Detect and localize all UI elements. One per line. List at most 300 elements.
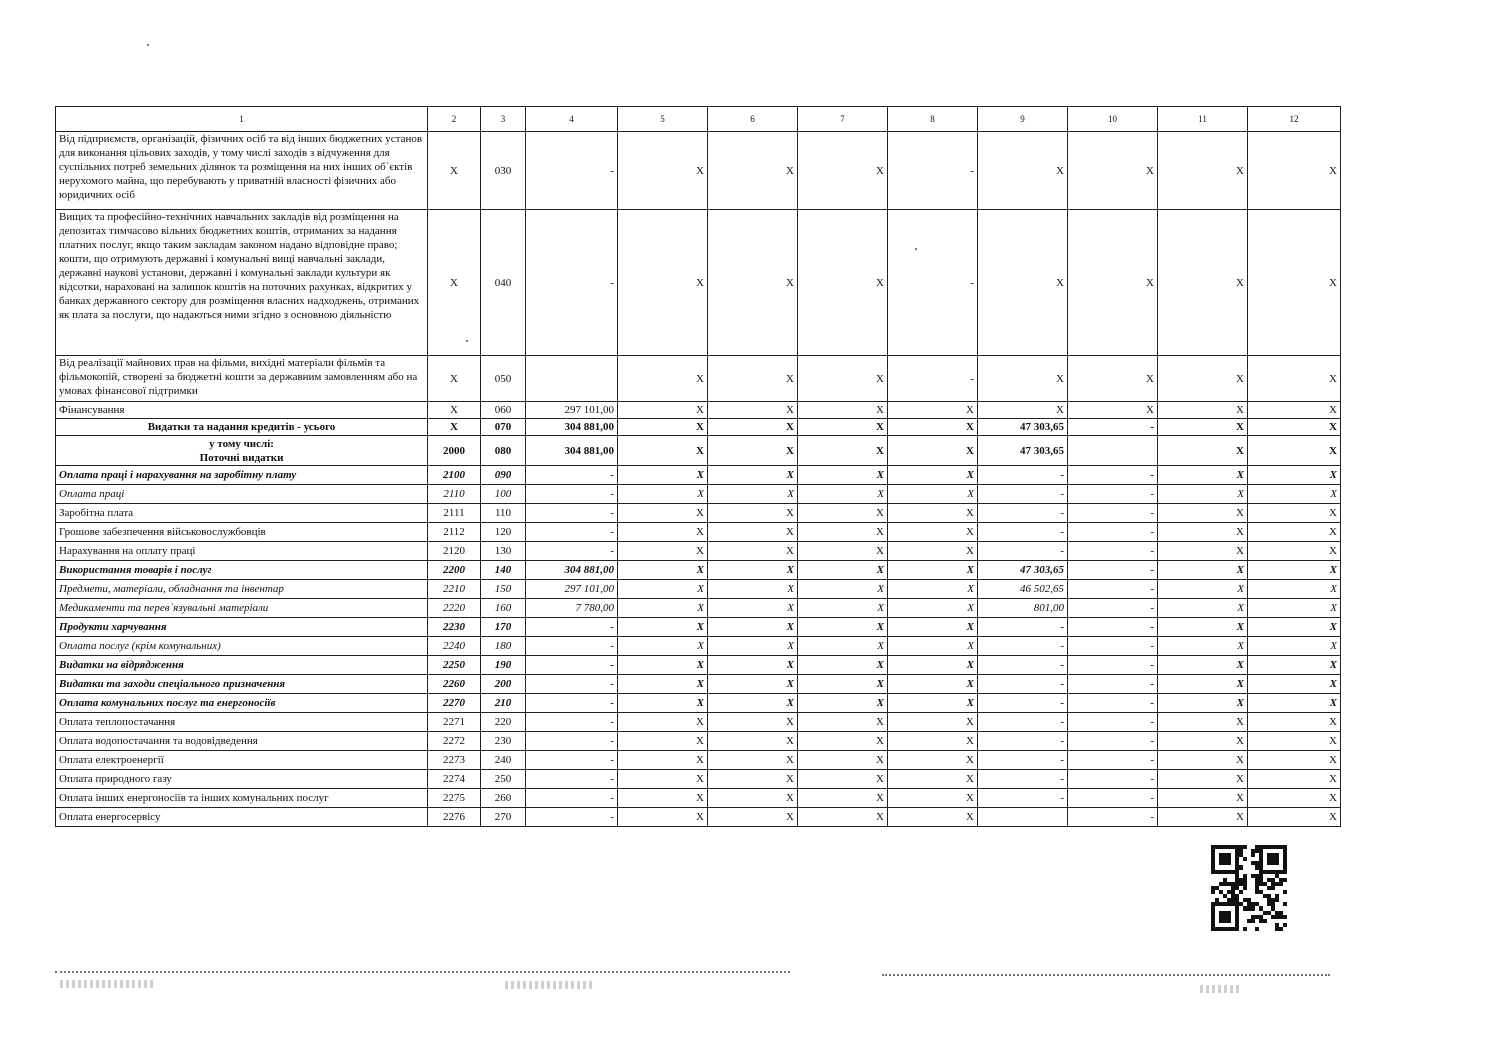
cell-col-7: X <box>798 542 888 561</box>
table-row <box>56 436 1341 466</box>
cell-col-3: 100 <box>481 485 526 504</box>
cell-col-4: - <box>526 675 618 694</box>
row-name-text: Використання товарів і послуг <box>59 564 212 576</box>
cell-col-12: X <box>1248 402 1341 419</box>
cell-col-3: 200 <box>481 675 526 694</box>
cell-col-2: 2230 <box>428 618 481 637</box>
cell-col-11: X <box>1158 732 1248 751</box>
row-name-cell <box>56 770 428 789</box>
cell-col-6: X <box>708 732 798 751</box>
cell-col-8: - <box>888 210 978 356</box>
row-name-text: Продукти харчування <box>59 621 167 633</box>
cell-col-5: X <box>618 599 708 618</box>
cell-col-5: X <box>618 694 708 713</box>
table-row <box>56 713 1341 732</box>
row-name-cell <box>56 751 428 770</box>
cell-col-4: - <box>526 466 618 485</box>
cell-col-9: - <box>978 770 1068 789</box>
cell-col-2: 2273 <box>428 751 481 770</box>
column-number: 10 <box>1068 107 1158 132</box>
cell-col-6: X <box>708 466 798 485</box>
cell-col-3: 140 <box>481 561 526 580</box>
cell-col-11: X <box>1158 808 1248 827</box>
cell-col-9: 47 303,65 <box>978 419 1068 436</box>
cell-col-4: 304 881,00 <box>526 419 618 436</box>
cell-col-8: X <box>888 656 978 675</box>
cell-col-7: X <box>798 808 888 827</box>
cell-col-9: - <box>978 656 1068 675</box>
cell-col-4: - <box>526 770 618 789</box>
cell-col-11: X <box>1158 523 1248 542</box>
cell-col-5: X <box>618 504 708 523</box>
cell-col-8: X <box>888 694 978 713</box>
cell-col-6: X <box>708 713 798 732</box>
cell-col-5: X <box>618 770 708 789</box>
cell-col-2: 2110 <box>428 485 481 504</box>
row-name-cell <box>56 419 428 436</box>
cell-col-12: X <box>1248 675 1341 694</box>
cell-col-9: - <box>978 637 1068 656</box>
cell-col-11: X <box>1158 210 1248 356</box>
cell-col-7: X <box>798 599 888 618</box>
column-number: 12 <box>1248 107 1341 132</box>
cell-col-12: X <box>1248 542 1341 561</box>
cell-col-11: X <box>1158 402 1248 419</box>
row-name-cell <box>56 210 428 356</box>
table-row <box>56 751 1341 770</box>
cell-col-5: X <box>618 485 708 504</box>
cell-col-2: 2000 <box>428 436 481 466</box>
faded-signature-mark <box>1200 985 1240 993</box>
cell-col-7: X <box>798 713 888 732</box>
cell-col-3: 190 <box>481 656 526 675</box>
cell-col-9: 46 502,65 <box>978 580 1068 599</box>
cell-col-12: X <box>1248 436 1341 466</box>
cell-col-8: X <box>888 561 978 580</box>
cell-col-6: X <box>708 419 798 436</box>
column-number: 2 <box>428 107 481 132</box>
row-name-text: Оплата енергосервісу <box>59 811 161 823</box>
cell-col-4: - <box>526 485 618 504</box>
cell-col-12: X <box>1248 770 1341 789</box>
cell-col-9: - <box>978 694 1068 713</box>
cell-col-6: X <box>708 523 798 542</box>
cell-col-2: 2270 <box>428 694 481 713</box>
cell-col-2: 2260 <box>428 675 481 694</box>
cell-col-11: X <box>1158 485 1248 504</box>
cell-col-11: X <box>1158 770 1248 789</box>
row-name-cell <box>56 675 428 694</box>
cell-col-5: X <box>618 419 708 436</box>
cell-col-6: X <box>708 789 798 808</box>
cell-col-11: X <box>1158 561 1248 580</box>
table-row <box>56 656 1341 675</box>
cell-col-8: - <box>888 356 978 402</box>
scan-speck <box>915 248 917 250</box>
row-name-cell <box>56 599 428 618</box>
cell-col-7: X <box>798 356 888 402</box>
cell-col-8: X <box>888 485 978 504</box>
cell-col-7: X <box>798 210 888 356</box>
row-name-cell <box>56 402 428 419</box>
cell-col-3: 240 <box>481 751 526 770</box>
cell-col-9 <box>978 808 1068 827</box>
row-name-cell <box>56 132 428 210</box>
cell-col-8: X <box>888 789 978 808</box>
cell-col-9: X <box>978 210 1068 356</box>
cell-col-2: 2220 <box>428 599 481 618</box>
row-name-cell <box>56 713 428 732</box>
cell-col-10: - <box>1068 751 1158 770</box>
cell-col-2: 2272 <box>428 732 481 751</box>
column-number: 7 <box>798 107 888 132</box>
cell-col-6: X <box>708 694 798 713</box>
cell-col-5: X <box>618 808 708 827</box>
cell-col-12: X <box>1248 561 1341 580</box>
row-name-text: Оплата праці <box>59 488 125 500</box>
cell-col-6: X <box>708 656 798 675</box>
cell-col-10: - <box>1068 580 1158 599</box>
row-name-text: Оплата теплопостачання <box>59 716 176 728</box>
cell-col-7: X <box>798 637 888 656</box>
signature-line-left <box>55 971 790 973</box>
cell-col-5: X <box>618 618 708 637</box>
cell-col-12: X <box>1248 618 1341 637</box>
cell-col-2: X <box>428 419 481 436</box>
row-name-cell <box>56 618 428 637</box>
row-name-cell <box>56 808 428 827</box>
cell-col-12: X <box>1248 466 1341 485</box>
cell-col-5: X <box>618 732 708 751</box>
cell-col-11: X <box>1158 504 1248 523</box>
column-number: 4 <box>526 107 618 132</box>
cell-col-9: - <box>978 466 1068 485</box>
cell-col-4: 7 780,00 <box>526 599 618 618</box>
cell-col-8: X <box>888 402 978 419</box>
cell-col-5: X <box>618 675 708 694</box>
cell-col-7: X <box>798 504 888 523</box>
cell-col-12: X <box>1248 637 1341 656</box>
row-name-cell <box>56 561 428 580</box>
cell-col-9: 47 303,65 <box>978 436 1068 466</box>
column-number: 11 <box>1158 107 1248 132</box>
row-name-cell <box>56 694 428 713</box>
cell-col-8: X <box>888 419 978 436</box>
row-name-text: Від підприємств, організацій, фізичних осіб та від інших бюджетних установ для виконання цільових заходів, у тому числі заходів з відчуження для суспільних потреб земельних ділянок та розміщення на них інших об`єктів нерухомого майна, що перебувають у приватній власності фізичних або юридичних осіб <box>59 133 423 201</box>
table-row <box>56 599 1341 618</box>
cell-col-12: X <box>1248 599 1341 618</box>
table-row <box>56 419 1341 436</box>
cell-col-4: - <box>526 808 618 827</box>
table-row <box>56 132 1341 210</box>
row-name-text: Заробітна плата <box>59 507 134 519</box>
cell-col-11: X <box>1158 675 1248 694</box>
row-name-text: Грошове забезпечення військовослужбовців <box>59 526 266 538</box>
cell-col-4: - <box>526 732 618 751</box>
cell-col-4: - <box>526 504 618 523</box>
cell-col-7: X <box>798 618 888 637</box>
cell-col-3: 180 <box>481 637 526 656</box>
table-row <box>56 732 1341 751</box>
cell-col-7: X <box>798 419 888 436</box>
cell-col-10: - <box>1068 599 1158 618</box>
cell-col-9: 47 303,65 <box>978 561 1068 580</box>
cell-col-10: - <box>1068 656 1158 675</box>
row-name-cell <box>56 466 428 485</box>
row-name-cell <box>56 523 428 542</box>
row-name-text: Видатки та надання кредитів - усього <box>147 421 336 433</box>
cell-col-5: X <box>618 402 708 419</box>
cell-col-5: X <box>618 789 708 808</box>
cell-col-2: 2200 <box>428 561 481 580</box>
cell-col-12: X <box>1248 485 1341 504</box>
cell-col-9: - <box>978 675 1068 694</box>
scan-speck <box>466 340 468 342</box>
column-number: 5 <box>618 107 708 132</box>
cell-col-7: X <box>798 732 888 751</box>
cell-col-3: 040 <box>481 210 526 356</box>
cell-col-3: 260 <box>481 789 526 808</box>
column-number: 9 <box>978 107 1068 132</box>
cell-col-6: X <box>708 808 798 827</box>
cell-col-3: 270 <box>481 808 526 827</box>
cell-col-3: 080 <box>481 436 526 466</box>
row-name-text: Оплата комунальних послуг та енергоносіїв <box>59 697 276 709</box>
cell-col-3: 210 <box>481 694 526 713</box>
cell-col-10: - <box>1068 523 1158 542</box>
cell-col-2: 2276 <box>428 808 481 827</box>
cell-col-9: - <box>978 485 1068 504</box>
cell-col-3: 120 <box>481 523 526 542</box>
qr-code <box>1211 845 1287 931</box>
cell-col-3: 230 <box>481 732 526 751</box>
cell-col-10: - <box>1068 542 1158 561</box>
table-row <box>56 580 1341 599</box>
cell-col-9: X <box>978 402 1068 419</box>
cell-col-9: 801,00 <box>978 599 1068 618</box>
cell-col-6: X <box>708 770 798 789</box>
column-number: 1 <box>56 107 428 132</box>
budget-report-table <box>55 106 1341 827</box>
cell-col-2: 2271 <box>428 713 481 732</box>
cell-col-8: X <box>888 599 978 618</box>
cell-col-4: - <box>526 713 618 732</box>
cell-col-6: X <box>708 561 798 580</box>
row-name-cell <box>56 637 428 656</box>
cell-col-6: X <box>708 751 798 770</box>
cell-col-10: - <box>1068 713 1158 732</box>
cell-col-3: 220 <box>481 713 526 732</box>
cell-col-10: - <box>1068 561 1158 580</box>
row-name-line: Поточні видатки <box>199 451 284 464</box>
table-row <box>56 210 1341 356</box>
cell-col-2: 2240 <box>428 637 481 656</box>
cell-col-10: - <box>1068 808 1158 827</box>
cell-col-10: - <box>1068 485 1158 504</box>
cell-col-6: X <box>708 402 798 419</box>
cell-col-10: - <box>1068 504 1158 523</box>
cell-col-12: X <box>1248 580 1341 599</box>
cell-col-2: 2111 <box>428 504 481 523</box>
cell-col-6: X <box>708 485 798 504</box>
cell-col-7: X <box>798 402 888 419</box>
cell-col-7: X <box>798 694 888 713</box>
cell-col-12: X <box>1248 210 1341 356</box>
faded-signature-mark <box>505 981 595 989</box>
cell-col-10: - <box>1068 419 1158 436</box>
cell-col-2: 2210 <box>428 580 481 599</box>
cell-col-11: X <box>1158 751 1248 770</box>
row-name-text: Вищих та професійно-технічних навчальних закладів від розміщення на депозитах тимчасово вільних бюджетних коштів, отриманих за надання платних послуг, якщо таким закладам законом надано відповідне право; кошти, що отримують державні і комунальні вищі навчальні заклади, державні наукові установи, державні і комунальні заклади культури як відсотки, нараховані на залишок коштів на поточних рахунках, відкритих у банках державного сектору для розміщення власних надходжень, отриманих як плата за послуги, що надаються ними згідно з основною діяльністю <box>59 211 420 321</box>
cell-col-10: X <box>1068 402 1158 419</box>
cell-col-7: X <box>798 656 888 675</box>
cell-col-7: X <box>798 580 888 599</box>
cell-col-2: X <box>428 132 481 210</box>
cell-col-4: 297 101,00 <box>526 580 618 599</box>
cell-col-3: 250 <box>481 770 526 789</box>
table-row <box>56 466 1341 485</box>
scan-speck <box>147 44 149 46</box>
cell-col-12: X <box>1248 789 1341 808</box>
cell-col-11: X <box>1158 713 1248 732</box>
cell-col-8: X <box>888 770 978 789</box>
cell-col-7: X <box>798 485 888 504</box>
cell-col-4: - <box>526 637 618 656</box>
cell-col-3: 160 <box>481 599 526 618</box>
cell-col-10: - <box>1068 770 1158 789</box>
row-name-text: Оплата водопостачання та водовідведення <box>59 735 258 747</box>
cell-col-5: X <box>618 132 708 210</box>
cell-col-11: X <box>1158 132 1248 210</box>
column-number: 6 <box>708 107 798 132</box>
table-row <box>56 789 1341 808</box>
row-name-text: Нарахування на оплату праці <box>59 545 196 557</box>
cell-col-9: - <box>978 618 1068 637</box>
cell-col-10: - <box>1068 732 1158 751</box>
cell-col-7: X <box>798 675 888 694</box>
table-row <box>56 618 1341 637</box>
cell-col-8: X <box>888 808 978 827</box>
cell-col-9: - <box>978 732 1068 751</box>
row-name-text: Видатки на відрядження <box>59 659 184 671</box>
cell-col-6: X <box>708 356 798 402</box>
cell-col-8: X <box>888 675 978 694</box>
cell-col-12: X <box>1248 504 1341 523</box>
cell-col-11: X <box>1158 419 1248 436</box>
cell-col-4 <box>526 356 618 402</box>
table-row <box>56 523 1341 542</box>
cell-col-2: X <box>428 402 481 419</box>
cell-col-10: - <box>1068 675 1158 694</box>
cell-col-11: X <box>1158 466 1248 485</box>
cell-col-7: X <box>798 751 888 770</box>
cell-col-12: X <box>1248 356 1341 402</box>
row-name-cell <box>56 732 428 751</box>
cell-col-7: X <box>798 561 888 580</box>
cell-col-11: X <box>1158 436 1248 466</box>
cell-col-4: 304 881,00 <box>526 561 618 580</box>
cell-col-5: X <box>618 580 708 599</box>
cell-col-9: X <box>978 356 1068 402</box>
cell-col-3: 170 <box>481 618 526 637</box>
row-name-text: Оплата послуг (крім комунальних) <box>59 640 221 652</box>
table-row <box>56 637 1341 656</box>
cell-col-12: X <box>1248 523 1341 542</box>
cell-col-2: 2275 <box>428 789 481 808</box>
cell-col-7: X <box>798 436 888 466</box>
cell-col-7: X <box>798 789 888 808</box>
cell-col-2: X <box>428 210 481 356</box>
cell-col-4: - <box>526 523 618 542</box>
cell-col-12: X <box>1248 808 1341 827</box>
cell-col-2: X <box>428 356 481 402</box>
column-number-row <box>56 107 1341 132</box>
cell-col-4: - <box>526 618 618 637</box>
row-name-text: Від реалізації майнових прав на фільми, вихідні матеріали фільмів та фільмокопій, створені за бюджетні кошти за державним замовленням або на умовах фінансової підтримки <box>59 357 418 397</box>
cell-col-5: X <box>618 356 708 402</box>
cell-col-9: - <box>978 713 1068 732</box>
cell-col-7: X <box>798 770 888 789</box>
cell-col-9: - <box>978 751 1068 770</box>
cell-col-2: 2112 <box>428 523 481 542</box>
cell-col-6: X <box>708 504 798 523</box>
cell-col-8: X <box>888 466 978 485</box>
cell-col-11: X <box>1158 356 1248 402</box>
cell-col-8: X <box>888 542 978 561</box>
cell-col-6: X <box>708 542 798 561</box>
cell-col-4: - <box>526 210 618 356</box>
cell-col-4: - <box>526 656 618 675</box>
table-body <box>56 107 1341 827</box>
cell-col-12: X <box>1248 132 1341 210</box>
cell-col-10: - <box>1068 789 1158 808</box>
cell-col-9: - <box>978 542 1068 561</box>
cell-col-10: X <box>1068 356 1158 402</box>
cell-col-9: - <box>978 504 1068 523</box>
cell-col-4: - <box>526 789 618 808</box>
cell-col-8: X <box>888 618 978 637</box>
cell-col-9: X <box>978 132 1068 210</box>
cell-col-6: X <box>708 580 798 599</box>
cell-col-4: 297 101,00 <box>526 402 618 419</box>
row-name-text: Видатки та заходи спеціального призначення <box>59 678 286 690</box>
cell-col-6: X <box>708 618 798 637</box>
table-row <box>56 808 1341 827</box>
cell-col-12: X <box>1248 732 1341 751</box>
cell-col-4: 304 881,00 <box>526 436 618 466</box>
table-row <box>56 542 1341 561</box>
cell-col-10 <box>1068 436 1158 466</box>
cell-col-5: X <box>618 523 708 542</box>
row-name-cell <box>56 789 428 808</box>
cell-col-10: X <box>1068 132 1158 210</box>
cell-col-10: - <box>1068 694 1158 713</box>
cell-col-5: X <box>618 637 708 656</box>
cell-col-3: 130 <box>481 542 526 561</box>
cell-col-10: X <box>1068 210 1158 356</box>
row-name-cell <box>56 356 428 402</box>
cell-col-11: X <box>1158 637 1248 656</box>
table-row <box>56 770 1341 789</box>
row-name-text: Предмети, матеріали, обладнання та інвентар <box>59 583 284 595</box>
cell-col-6: X <box>708 675 798 694</box>
cell-col-11: X <box>1158 694 1248 713</box>
row-name-cell <box>56 436 428 466</box>
table-row <box>56 504 1341 523</box>
cell-col-5: X <box>618 713 708 732</box>
cell-col-3: 050 <box>481 356 526 402</box>
table-row <box>56 675 1341 694</box>
